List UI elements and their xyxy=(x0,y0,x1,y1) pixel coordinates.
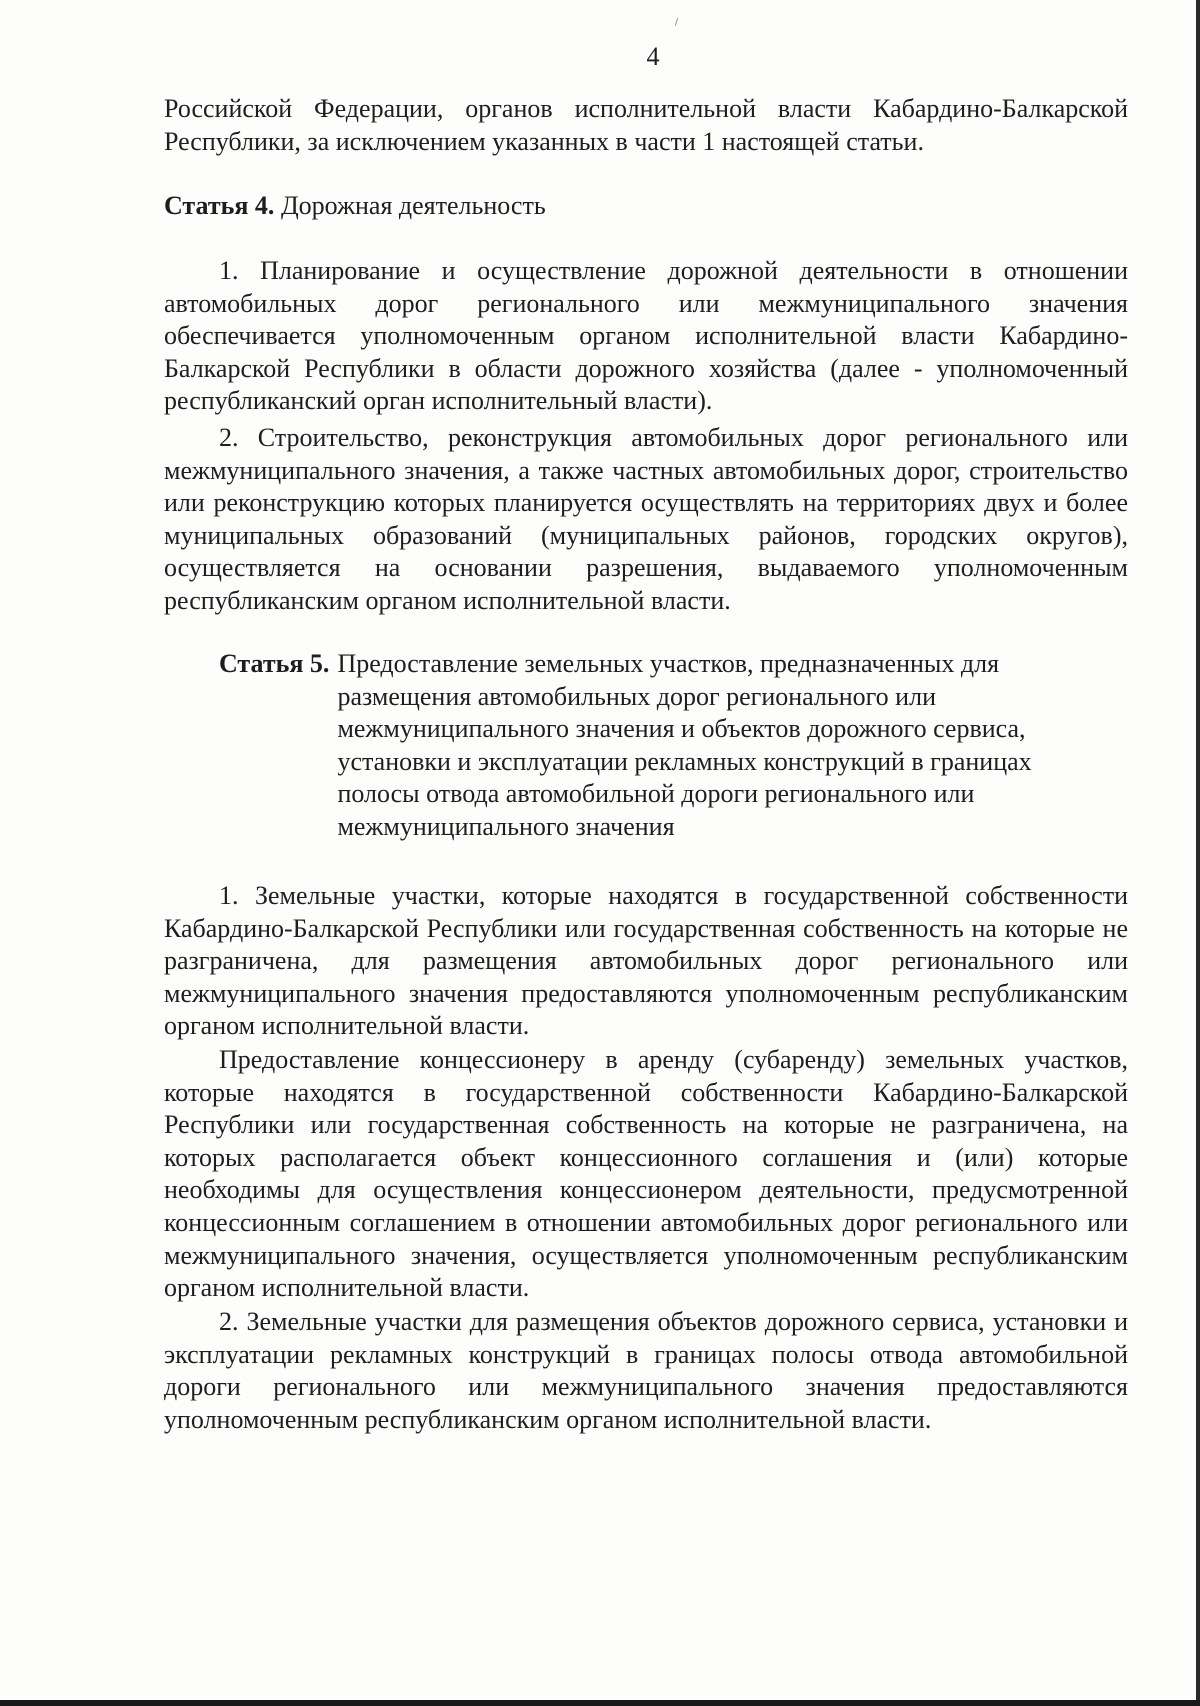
article-4-heading xyxy=(164,190,1128,223)
article-5-label: Статья 5. xyxy=(219,649,330,678)
article-5-paragraph-1: 1. Земельные участки, которые находятся в государственной собственности Кабардино-Балкарской Республики или государственная собственность на которые не разграничена, для размещения автомобильных дорог регионального или межмуниципального значения предоставляются уполномоченным республиканским органом исполнительной власти. xyxy=(164,881,1128,1041)
article-4-label: Статья 4. xyxy=(164,191,275,220)
article-4-paragraph-1: 1. Планирование и осуществление дорожной деятельности в отношении автомобильных дорог регионального или межмуниципального значения обеспечивается уполномоченным органом исполнительной власти Кабардино-Балкарской Республики в области дорожного хозяйства (далее - уполномоченный республиканский орган исполнительный власти). xyxy=(164,256,1128,416)
article-5-heading xyxy=(219,648,1099,844)
article-5-paragraph-2: Предоставление концессионеру в аренду (субаренду) земельных участков, которые находятся в государственной собственности Кабардино-Балкарской Республики или государственная собственность на которые не разграничена, на которых располагается объект концессионного соглашения и (или) которые необходимы для осуществления концессионером деятельности, предусмотренной концессионным соглашением в отношении автомобильных дорог регионального или межмуниципального значения, осуществляется уполномоченным республиканским органом исполнительной власти. xyxy=(164,1045,1128,1303)
article-4-paragraph-2: 2. Строительство, реконструкция автомобильных дорог регионального или межмуниципального значения, а также частных автомобильных дорог, строительство или реконструкцию которых планируется осуществлять на территориях двух и более муниципальных образований (муниципальных районов, городских округов), осуществляется на основании разрешения, выдаваемого уполномоченным республиканским органом исполнительной власти. xyxy=(164,423,1128,615)
article-5-paragraph-3: 2. Земельные участки для размещения объектов дорожного сервиса, установки и эксплуатации рекламных конструкций в границах полосы отвода автомобильной дороги регионального или межмуниципального значения предоставляются уполномоченным республиканским органом исполнительной власти. xyxy=(164,1307,1128,1434)
article-4-title: Дорожная деятельность xyxy=(280,191,546,220)
scan-right-edge xyxy=(1196,0,1200,1706)
intro-paragraph: Российской Федерации, органов исполнительной власти Кабардино-Балкарской Республики, за исключением указанных в части 1 настоящей статьи. xyxy=(164,94,1128,156)
article-5-title: Предоставление земельных участков, предназначенных для размещения автомобильных дорог регионального или межмуниципального значения и объектов дорожного сервиса, установки и эксплуатации рекламных конструкций в границах полосы отвода автомобильной дороги регионального или межмуниципального значения xyxy=(337,649,1032,841)
scan-bottom-edge xyxy=(0,1700,1200,1706)
scan-speck xyxy=(675,18,678,26)
page-number: 4 xyxy=(646,42,660,71)
